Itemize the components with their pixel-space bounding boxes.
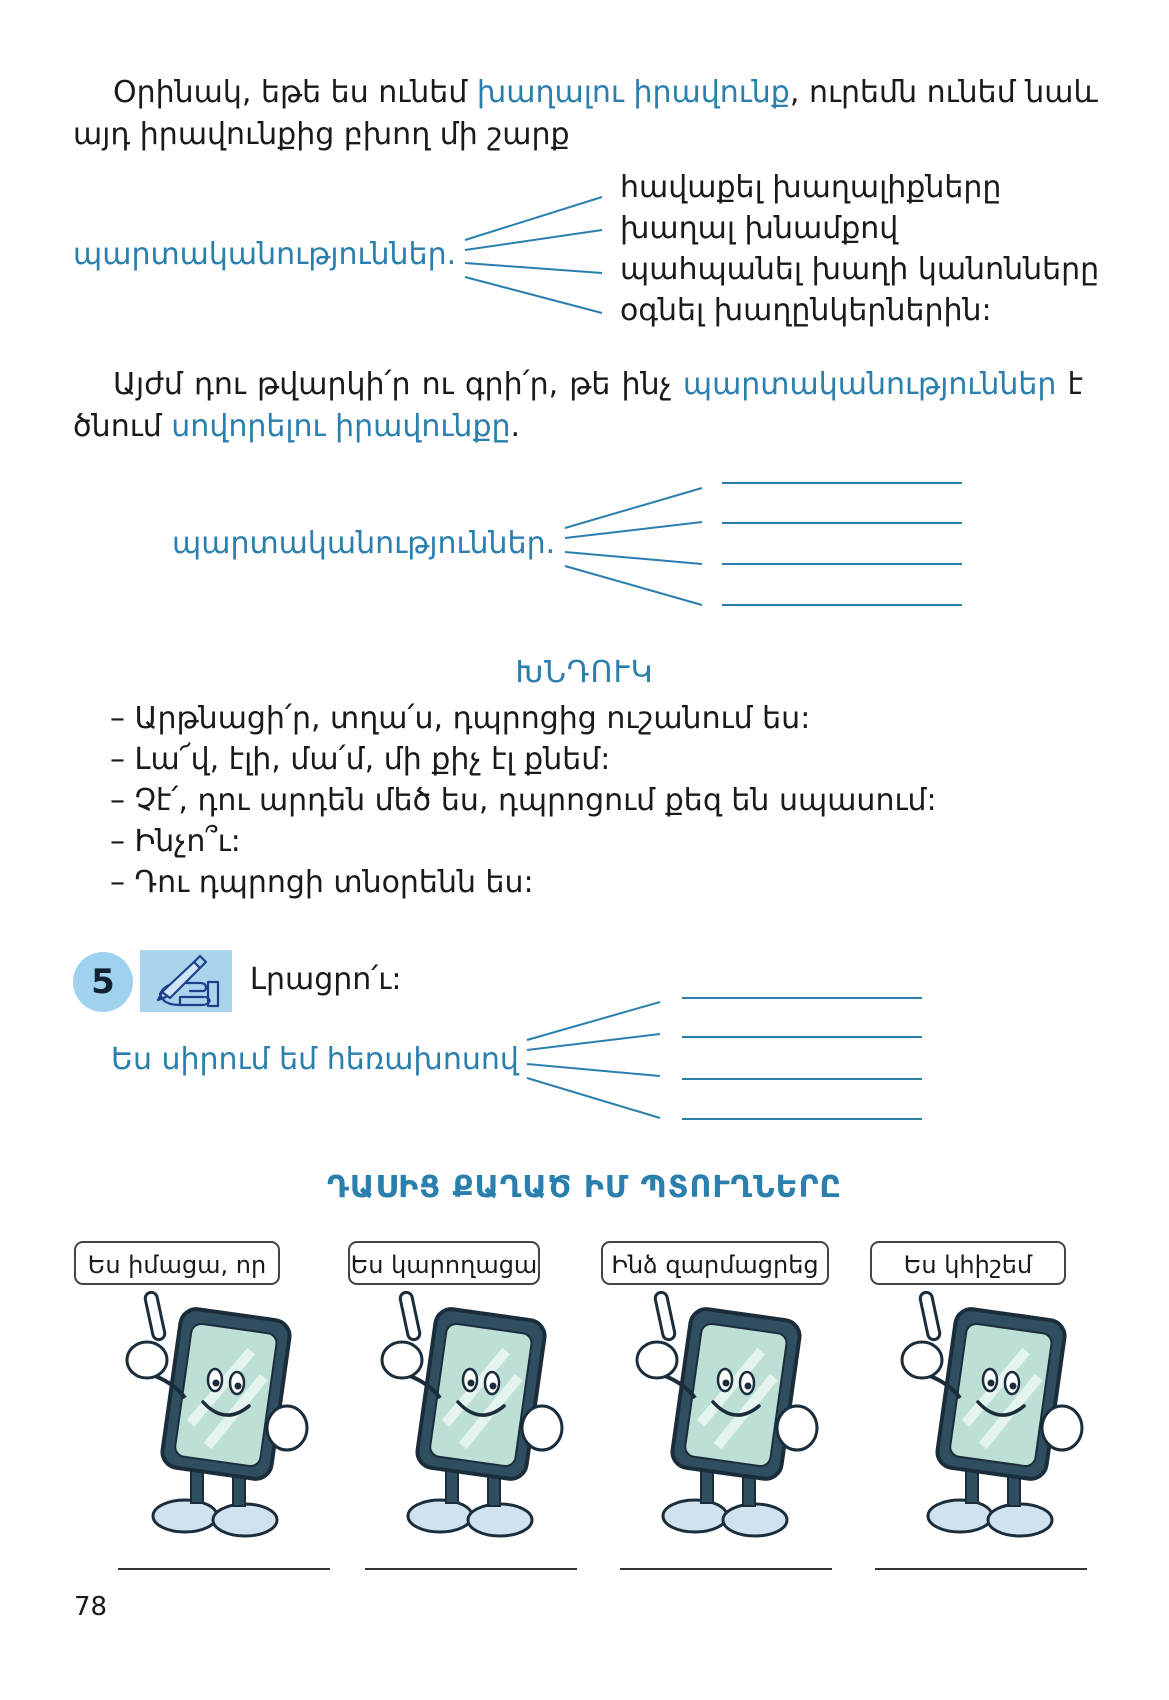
duty-item: խաղալ խնամքով bbox=[620, 211, 899, 246]
example-line-1 bbox=[73, 72, 1098, 114]
task-highlight: սովորելու իրավունքը bbox=[171, 409, 511, 444]
answer-blank[interactable] bbox=[682, 1036, 922, 1038]
duty-item: օգնել խաղընկերներին: bbox=[620, 293, 992, 328]
example-paragraph bbox=[73, 72, 1098, 156]
answer-blank[interactable] bbox=[722, 604, 962, 606]
duties-example-list bbox=[620, 167, 1099, 331]
duty-item: պահպանել խաղի կանոնները bbox=[620, 252, 1100, 287]
exercise-connector bbox=[522, 998, 667, 1123]
joke-line: – Դու դպրոցի տնօրենն ես: bbox=[110, 865, 534, 900]
answer-blank[interactable] bbox=[722, 482, 962, 484]
writing-hand-icon bbox=[140, 950, 232, 1012]
task-line-2 bbox=[73, 406, 1083, 448]
phone-mascot-icon bbox=[370, 1288, 580, 1538]
task-text: ծնում bbox=[73, 409, 172, 444]
joke-title: ԽՆԴՈՒԿ bbox=[515, 655, 654, 690]
joke-line: – Չէ՛, դու արդեն մեծ ես, դպրոցում քեզ են սպասում: bbox=[110, 783, 937, 818]
task-text: Այժմ դու թվարկի՛ր ու գրի՛ր, թե ինչ bbox=[113, 367, 683, 402]
exercise-number: 5 bbox=[73, 952, 133, 1012]
answer-blank[interactable] bbox=[682, 1118, 922, 1120]
exercise-label: Ես սիրում եմ հեռախոսով bbox=[111, 1042, 519, 1077]
reflection-answer-line[interactable] bbox=[620, 1568, 832, 1570]
duties-example-label: պարտականություններ. bbox=[73, 237, 457, 272]
answer-blank[interactable] bbox=[682, 1078, 922, 1080]
duties-example-connector bbox=[460, 185, 610, 325]
answer-blank[interactable] bbox=[722, 522, 962, 524]
phone-mascot-icon bbox=[625, 1288, 835, 1538]
duties-task-label: պարտականություններ. bbox=[172, 526, 556, 561]
reflection-label-learned: Ես իմացա, որ bbox=[74, 1241, 280, 1285]
example-text: Օրինակ, եթե ես ունեմ bbox=[113, 75, 477, 110]
exercise-instruction: Լրացրո՛ւ: bbox=[250, 962, 402, 997]
joke-line: – Արթնացի՛ր, տղա՛ս, դպրոցից ուշանում ես: bbox=[110, 701, 811, 736]
task-paragraph bbox=[73, 364, 1083, 448]
reflection-title: ԴԱՍԻՑ ՔԱՂԱԾ ԻՄ ՊՏՈՒՂՆԵՐԸ bbox=[326, 1170, 843, 1205]
duties-task-connector bbox=[560, 480, 710, 615]
joke-line: – Լա՜վ, էլի, մա՛մ, մի քիչ էլ քնեմ: bbox=[110, 742, 611, 777]
reflection-answer-line[interactable] bbox=[365, 1568, 577, 1570]
reflection-answer-line[interactable] bbox=[875, 1568, 1087, 1570]
example-highlight: խաղալու իրավունք bbox=[476, 75, 790, 110]
task-text: . bbox=[510, 409, 521, 444]
page-number: 78 bbox=[74, 1592, 108, 1622]
reflection-answer-line[interactable] bbox=[118, 1568, 330, 1570]
example-text: , ուրեմն ունեմ նաև bbox=[789, 75, 1098, 110]
task-line-1 bbox=[73, 364, 1083, 406]
phone-mascot-icon bbox=[890, 1288, 1100, 1538]
joke-line: – Ինչո՞ւ: bbox=[110, 824, 241, 859]
joke-lines bbox=[110, 698, 937, 903]
duty-item: հավաքել խաղալիքները bbox=[620, 170, 1002, 205]
task-text: է bbox=[1056, 367, 1083, 402]
answer-blank[interactable] bbox=[722, 563, 962, 565]
example-line-2: այդ իրավունքից բխող մի շարք bbox=[73, 117, 570, 152]
answer-blank[interactable] bbox=[682, 997, 922, 999]
reflection-label-remember: Ես կհիշեմ bbox=[870, 1241, 1066, 1285]
reflection-label-surprised: Ինձ զարմացրեց bbox=[601, 1241, 829, 1285]
task-highlight: պարտականություններ bbox=[682, 367, 1057, 402]
reflection-label-could: Ես կարողացա bbox=[348, 1241, 540, 1285]
phone-mascot-icon bbox=[115, 1288, 325, 1538]
